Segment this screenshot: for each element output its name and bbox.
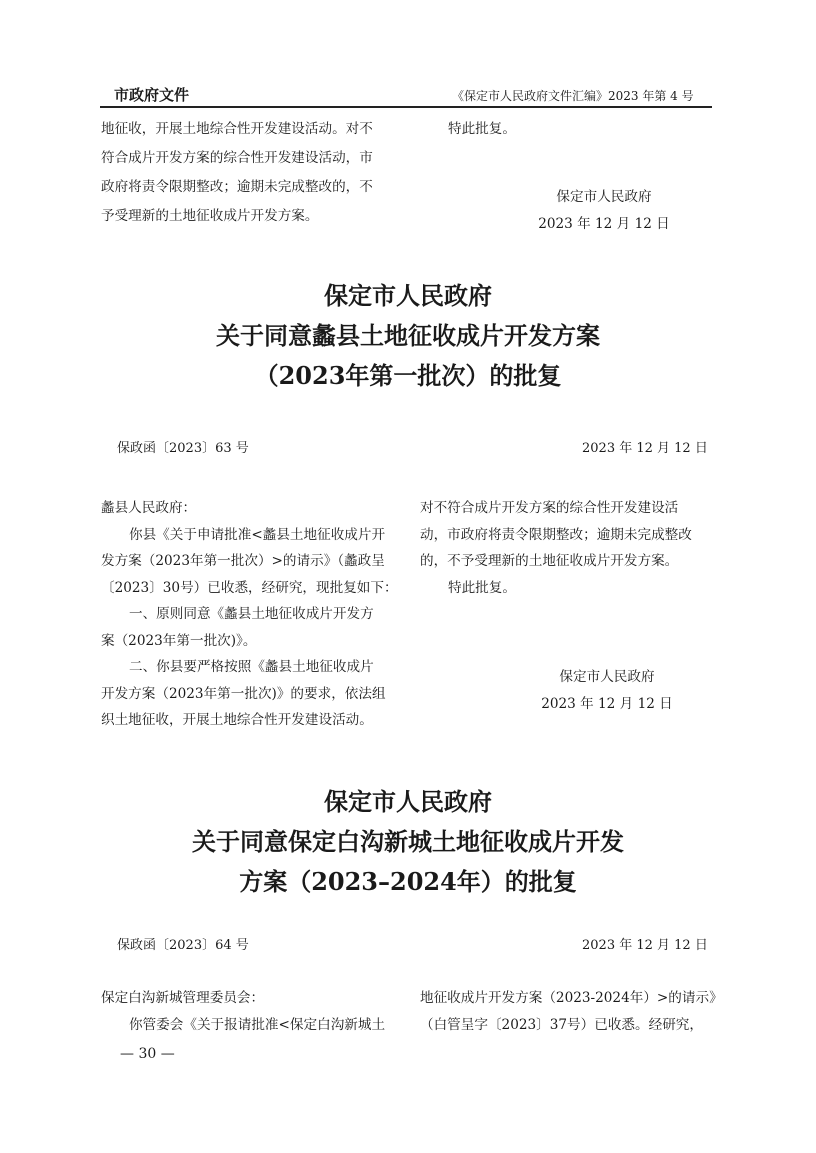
prev-section-right-column <box>448 115 516 144</box>
doc2-title <box>0 782 816 902</box>
page-number: — 30 — <box>120 1046 175 1062</box>
doc1-signature-block <box>507 664 707 718</box>
doc1-number: 保政函〔2023〕63 号 <box>117 441 249 456</box>
title-line: 方案（2023–2024年）的批复 <box>239 867 577 896</box>
text-line: 政府将责令限期整改；逾期未完成整改的，不 <box>101 179 373 195</box>
text-line: 符合成片开发方案的综合性开发建设活动，市 <box>101 150 373 166</box>
text-line: 你县《关于申请批准<蠡县土地征收成片开 <box>129 526 386 543</box>
text-line: 地征收，开展土地综合性开发建设活动。对不 <box>101 121 373 137</box>
header-section-label: 市政府文件 <box>114 86 190 104</box>
header-divider <box>100 106 712 108</box>
text-line: 特此批复。 <box>448 121 516 137</box>
doc1-title <box>0 276 816 396</box>
text-line: 〔2023〕30号）已收悉，经研究，现批复如下： <box>101 579 398 596</box>
prev-section-signature-block <box>504 184 704 238</box>
text-line: 开发方案（2023年第一批次)》的要求，依法组 <box>101 685 386 702</box>
title-line: 关于同意保定白沟新城土地征收成片开发 <box>192 827 624 856</box>
doc2-number: 保政函〔2023〕64 号 <box>117 938 249 953</box>
text-line: 发方案（2023年第一批次）>的请示》（蠡政呈 <box>101 553 385 569</box>
text-line: 动，市政府将责令限期整改；逾期未完成整改 <box>420 526 692 543</box>
text-line: 案（2023年第一批次)》。 <box>101 632 257 649</box>
prev-section-left-column <box>101 115 373 231</box>
text-line: 的，不予受理新的土地征收成片开发方案。 <box>420 553 679 569</box>
title-line: 关于同意蠡县土地征收成片开发方案 <box>216 321 600 350</box>
header-publication-title: 《保定市人民政府文件汇编》2023 年第 4 号 <box>452 89 694 103</box>
doc1-right-column <box>420 495 692 601</box>
doc2-date: 2023 年 12 月 12 日 <box>582 938 708 953</box>
text-line: 特此批复。 <box>448 579 516 596</box>
title-line: （2023年第一批次）的批复 <box>254 361 562 390</box>
text-line: 你管委会《关于报请批准<保定白沟新城土 <box>129 1016 386 1033</box>
doc2-right-column <box>420 985 723 1038</box>
text-line: 二、你县要严格按照《蠡县土地征收成片 <box>129 659 374 675</box>
signature: 保定市人民政府 <box>559 669 655 685</box>
signature-date: 2023 年 12 月 12 日 <box>541 696 673 712</box>
doc2-left-column <box>101 985 385 1038</box>
text-line: 织土地征收，开展土地综合性开发建设活动。 <box>101 712 373 728</box>
text-line: （白管呈字〔2023〕37号）已收悉。经研究， <box>420 1016 703 1033</box>
text-line: 保定白沟新城管理委员会： <box>101 990 265 1006</box>
text-line: 一、原则同意《蠡县土地征收成片开发方 <box>129 606 374 622</box>
text-line: 予受理新的土地征收成片开发方案。 <box>101 208 319 224</box>
signature-date: 2023 年 12 月 12 日 <box>538 216 670 232</box>
text-line: 对不符合成片开发方案的综合性开发建设活 <box>420 500 679 516</box>
doc1-left-column <box>101 495 398 734</box>
title-line: 保定市人民政府 <box>324 787 492 816</box>
title-line: 保定市人民政府 <box>324 281 492 310</box>
doc1-date: 2023 年 12 月 12 日 <box>582 441 708 456</box>
text-line: 地征收成片开发方案（2023-2024年）>的请示》 <box>420 990 723 1006</box>
text-line: 蠡县人民政府： <box>101 500 197 516</box>
signature: 保定市人民政府 <box>556 189 652 205</box>
